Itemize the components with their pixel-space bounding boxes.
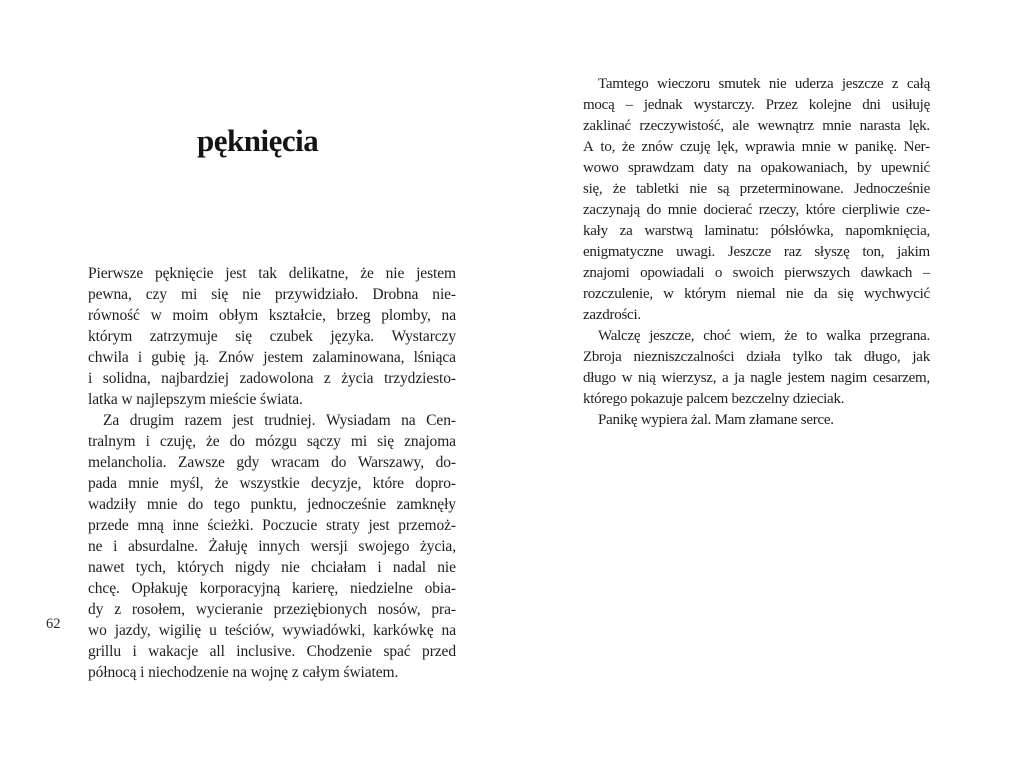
text-line: się, że tabletki nie są przeterminowane. Jednocześnie (583, 181, 930, 197)
text-line: grillu i wakacje all inclusive. Chodzenie spać przed (88, 643, 456, 660)
text-line: wowo sprawdzam daty na opakowaniach, by upewnić (583, 160, 930, 176)
text-line: przede mną inne ścieżki. Poczucie straty jest przemoż- (88, 517, 456, 534)
left-page-text-column (88, 263, 456, 683)
text-line: znajomi opowiadali o swoich pierwszych dawkach – (583, 265, 930, 281)
text-line: Panikę wypiera żal. Mam złamane serce. (598, 412, 834, 428)
text-line: zazdrości. (583, 307, 641, 323)
page-number: 62 (46, 616, 61, 632)
text-line: melancholia. Zawsze gdy wracam do Warszawy, do- (88, 454, 456, 471)
text-line: Tamtego wieczoru smutek nie uderza jeszcze z całą (598, 76, 930, 92)
text-line: chcę. Opłakuję korporacyjną karierę, niedzielne obia- (88, 580, 456, 597)
text-line: wadziły mnie do tego punktu, jednocześnie zamknęły (88, 496, 456, 513)
paragraph (88, 263, 456, 410)
text-line: chwila i gubię ją. Znów jestem zalaminowana, lśniąca (88, 349, 456, 366)
text-line: którego pokazuje palcem bezczelny dzieciak. (583, 391, 845, 407)
text-line: dy z rosołem, wycieranie przeziębionych nosów, pra- (88, 601, 456, 618)
text-line: nawet tych, których nigdy nie chciałam i nadal nie (88, 559, 456, 576)
paragraph (583, 74, 930, 326)
text-line: wo jazdy, wigilię u teściów, wywiadówki, karkówkę na (88, 622, 456, 639)
text-line: rozczulenie, w którym niemal nie da się wychwycić (583, 286, 930, 302)
text-line: którym zatrzymuje się czubek języka. Wystarczy (88, 328, 456, 345)
right-page-text-column (583, 74, 930, 431)
text-line: Za drugim razem jest trudniej. Wysiadam na Cen- (103, 412, 456, 429)
text-line: ne i absurdalne. Żałuję innych wersji swojego życia, (88, 538, 456, 555)
text-line: pewna, czy mi się nie przywidziało. Drobna nie- (88, 286, 456, 303)
text-line: A to, że znów czuję lęk, wprawia mnie w panikę. Ner- (583, 139, 930, 155)
text-line: kały za warstwą laminatu: półsłówka, napomknięcia, (583, 223, 930, 239)
paragraph (88, 410, 456, 683)
paragraph (583, 410, 930, 431)
text-line: pada mnie myśl, że wszystkie decyzje, które dopro- (88, 475, 456, 492)
text-line: latka w najlepszym mieście świata. (88, 391, 303, 408)
paragraph (583, 326, 930, 410)
text-line: zaklinać rzeczywistość, ale wewnątrz mnie narasta lęk. (583, 118, 930, 134)
chapter-title: pęknięcia (197, 123, 319, 158)
text-line: długo w nią wierzysz, a ja nagle jestem nagim cesarzem, (583, 370, 930, 386)
text-line: równość w moim obłym kształcie, brzeg plomby, na (88, 307, 456, 324)
text-line: i solidna, najbardziej zadowolona z życia trzydziesto- (88, 370, 456, 387)
text-line: Zbroja niezniszczalności działa tylko tak długo, jak (583, 349, 930, 365)
text-line: północą i niechodzenie na wojnę z całym światem. (88, 664, 399, 681)
text-line: zaczynają do mnie docierać rzeczy, które cierpliwie cze- (583, 202, 930, 218)
text-line: mocą – jednak wystarczy. Przez kolejne dni usiłuję (583, 97, 930, 113)
text-line: Pierwsze pęknięcie jest tak delikatne, że nie jestem (88, 265, 456, 282)
text-line: tralnym i czuję, że do mózgu sączy mi się znajoma (88, 433, 456, 450)
text-line: Walczę jeszcze, choć wiem, że to walka przegrana. (598, 328, 930, 344)
text-line: enigmatyczne uwagi. Jeszcze raz słyszę ton, jakim (583, 244, 930, 260)
